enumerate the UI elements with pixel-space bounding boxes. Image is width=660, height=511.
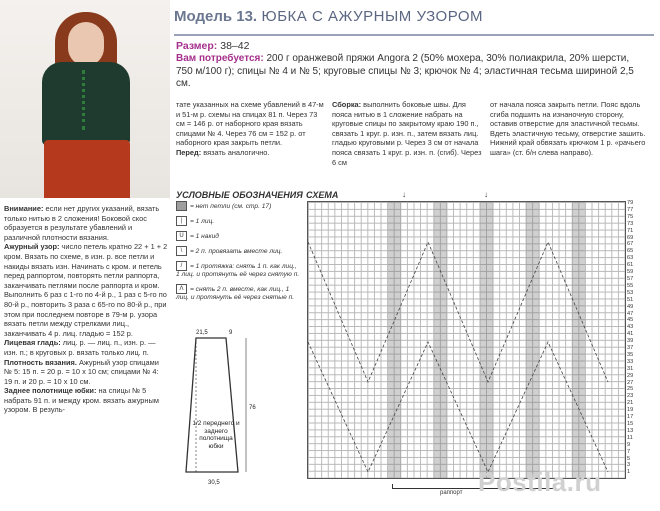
row-number: 23: [627, 393, 634, 400]
model-photo: [0, 0, 170, 198]
materials-text: 200 г оранжевой пряжи Angora 2 (50% мохера, 30% полиакрила, 20% шерсти, 750 м/100 г); спицы № 4 и № 5; круговые спицы № 3; крючок № 4; эластичная тесьма шириной 2,5 см.: [176, 53, 634, 89]
row-number: 71: [627, 227, 634, 234]
row-number: 65: [627, 248, 634, 255]
stockinette-text: лиц. р. — лиц. п., изн. р. — изн. п.; в круговых р. вязать только лиц. п.: [4, 338, 156, 357]
chart-diagonals: [308, 202, 625, 478]
row-number: 51: [627, 296, 634, 303]
no-stitch-symbol: [176, 201, 187, 211]
row-number: 79: [627, 200, 634, 206]
row-number: 39: [627, 338, 634, 345]
legend-item: / = 1 протяжка: снять 1 п. как лиц., 1 лиц. и протянуть её через снятую п.: [176, 262, 300, 278]
width-top2-label: 9: [229, 330, 233, 336]
row-number: 53: [627, 289, 634, 296]
yarn-over-symbol: U: [176, 231, 187, 241]
attention-text: если нет других указаний, вязать только нитью в 2 сложения! Боковой скос образуется в результате убавлений и различной плотности вязания.: [4, 204, 160, 242]
watermark: Postila.ru: [478, 467, 602, 497]
row-number: 67: [627, 241, 634, 248]
row-number: 15: [627, 421, 634, 427]
row-number: 57: [627, 275, 634, 282]
row-number: 61: [627, 262, 634, 269]
lace-text: число петель кратно 22 + 1 + 2 кром. Вязать по схеме, в изн. р. все петли и накиды вязать изн. Начинать с кром. и петель перед раппортом, повторять петли раппорта, заканчивать петлями после раппорта и кром. Выполнить 6 раз с 1-го по 4-й р., 1 раз с 5-го по 80-й р., повторить 3 раза с 65-го по 80-й р., при этом при последнем повторе в 79-м р. узора вязать петли между стрелками лиц., заканчивать 4 р. лиц. гладью = 152 р.: [4, 242, 168, 338]
size-label: Размер:: [176, 40, 218, 52]
gauge-label: Плотность вязания.: [4, 357, 77, 367]
row-number: 47: [627, 310, 634, 317]
legend-item: | = 1 лиц.: [176, 216, 300, 226]
legend-item: = нет петли (см. стр. 17): [176, 201, 300, 211]
row-number: 73: [627, 220, 634, 227]
row-numbers: [627, 200, 641, 476]
row-number: 77: [627, 206, 634, 213]
row-number: 25: [627, 386, 634, 393]
ssk-symbol: /: [176, 261, 187, 271]
legend-item: Λ = снять 2 п. вместе, как лиц., 1 лиц. и протянуть её через снятые п.: [176, 285, 295, 301]
row-number: 5: [627, 455, 631, 462]
stockinette-label: Лицевая гладь:: [4, 338, 61, 348]
row-number: 29: [627, 372, 634, 379]
right-text: от начала пояса закрыть петли. Пояс вдоль сгиба подшить на изнаночную сторону, оставив отверстие для эластичной тесьмы. Вдеть эластичную тесьму, отверстие зашить. Нижний край обвязать крючком 1 р. «рачьего шага» (ст. б/н слева направо).: [490, 100, 646, 157]
attention-label: Внимание:: [4, 204, 44, 213]
gauge-text: Ажурный узор спицами № 5: 15 п. = 20 р. = 10 х 10 см; спицами № 4: 19 п. и 20 р. = 10 х 10 см.: [4, 357, 159, 386]
row-number: 1: [627, 469, 631, 476]
assembly-text: выполнить боковые швы. Для пояса нитью в 1 сложение набрать на круговые спицы по закрытому краю 190 п., связать 1 круг. р. изн. п., затем вязать лиц. гладью круговыми р. Через 3 см от начала пояса связать 1 круг. р. изн. п. (сгиб). Через 6 см: [332, 100, 482, 167]
knitting-chart: [307, 201, 626, 479]
repeat-label: раппорт: [440, 490, 463, 496]
row-number: 63: [627, 255, 634, 262]
row-number: 37: [627, 345, 634, 352]
legend-list: [176, 201, 300, 302]
legend-title: УСЛОВНЫЕ ОБОЗНАЧЕНИЯ: [176, 190, 303, 200]
size-line: [176, 40, 249, 52]
mid-text-column: [176, 100, 324, 158]
row-number: 3: [627, 462, 631, 469]
width-top-label: 21,5: [196, 330, 208, 336]
left-text-column: [4, 204, 168, 415]
row-number: 11: [627, 434, 633, 441]
model-number: Модель 13.: [174, 8, 258, 25]
row-number: 13: [627, 427, 634, 434]
arrow-down-icon: ↓: [402, 190, 406, 199]
row-number: 27: [627, 379, 634, 386]
front-text: вязать аналогично.: [203, 147, 270, 157]
row-number: 35: [627, 351, 634, 358]
double-decrease-symbol: Λ: [176, 284, 187, 294]
row-number: 21: [627, 400, 634, 407]
row-number: 31: [627, 365, 634, 372]
row-number: 41: [627, 331, 634, 338]
scheme-title: СХЕМА: [306, 190, 339, 200]
back-text: на спицы № 5 набрать 91 п. и между кром. вязать ажурным узором. В резуль-: [4, 386, 159, 415]
assembly-column: [332, 100, 482, 167]
k2tog-symbol: \: [176, 246, 187, 256]
mid-text: тате указанных на схеме убавлений в 47-м и 51-м р. схемы на спицах 81 п. Через 73 см = 146 р. от наборного края вязать спицами № 4. Через 76 см = 152 р. от наборного края закрыть петли.: [176, 100, 324, 148]
row-number: 45: [627, 317, 634, 324]
back-label: Заднее полотнище юбки:: [4, 386, 97, 396]
legend-item: \ = 2 п. провязать вместе лиц.: [176, 246, 300, 256]
assembly-label: Сборка:: [332, 100, 362, 109]
row-number: 9: [627, 441, 631, 448]
row-number: 33: [627, 358, 634, 365]
width-bottom-label: 30,5: [208, 480, 220, 486]
materials-block: [176, 53, 646, 91]
row-number: 19: [627, 407, 634, 414]
row-number: 17: [627, 414, 634, 421]
size-value: 38–42: [220, 40, 250, 52]
row-number: 69: [627, 234, 634, 241]
row-number: 55: [627, 282, 634, 289]
row-number: 43: [627, 324, 634, 331]
row-number: 75: [627, 213, 634, 220]
arrow-down-icon: ↓: [484, 190, 488, 199]
materials-label: Вам потребуется:: [176, 53, 264, 64]
row-number: 49: [627, 303, 634, 310]
right-text-column: [490, 100, 650, 158]
lace-label: Ажурный узор:: [4, 242, 60, 252]
height-label: 76: [249, 405, 256, 411]
schematic-caption: 1/2 переднего и заднего полотнища юбки: [192, 420, 240, 450]
pattern-schematic: [176, 326, 304, 506]
legend-item: U = 1 накид: [176, 231, 300, 241]
row-number: 59: [627, 269, 634, 276]
article-title: ЮБКА С АЖУРНЫМ УЗОРОМ: [261, 8, 484, 25]
row-number: 7: [627, 448, 631, 455]
knit-symbol: |: [176, 216, 187, 226]
front-label: Перед:: [176, 147, 202, 157]
article-header: [174, 8, 654, 36]
